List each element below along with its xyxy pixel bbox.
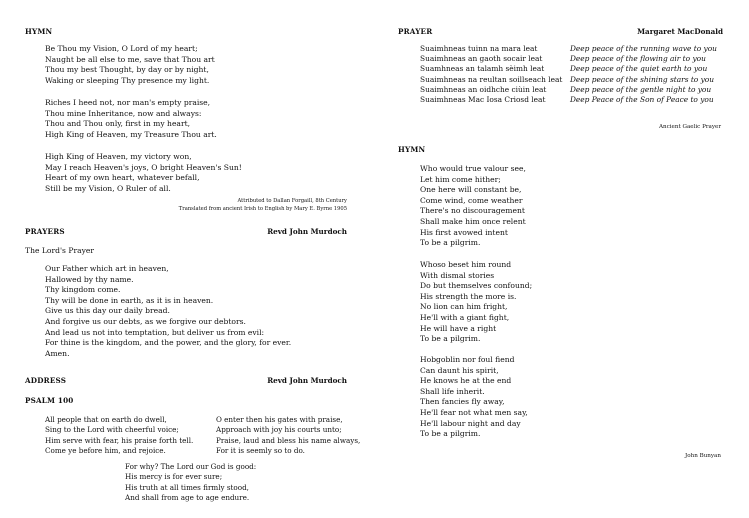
gaelic-line: Suaimhneas tuinn na mara leat [420, 44, 538, 53]
prayer-row [420, 85, 717, 95]
psalm-line: His truth at all times firmly stood, [125, 482, 249, 492]
hymn2-heading: HYMN [398, 145, 426, 154]
prayer-line: Our Father which art in heaven, [45, 264, 169, 273]
gaelic-line: Suaimhneas Mac Iosa Criosd leat [420, 95, 546, 105]
prayer-row [420, 54, 717, 64]
verse-line: Then fancies fly away, [420, 397, 505, 407]
psalm-line: His mercy is for ever sure; [125, 472, 223, 482]
psalm-line: Come ye before him, and rejoice. [45, 446, 166, 456]
prayer-row [420, 64, 717, 74]
psalm-line: For why? The Lord our God is good: [125, 462, 257, 471]
english-line: Deep peace of the shining stars to you [570, 74, 714, 84]
verse-line: One here will constant be, [420, 185, 522, 195]
verse-line: Heart of my own heart, whatever befall, [45, 173, 200, 183]
prayer-row [420, 44, 717, 54]
prayer-heading: PRAYER [398, 27, 433, 36]
verse-line: He'll labour night and day [420, 418, 521, 428]
lords-prayer-text [45, 264, 291, 359]
hymn2-stanza-2 [420, 260, 532, 345]
prayer-row [420, 95, 717, 105]
prayers-heading: PRAYERS [25, 227, 65, 236]
english-line: Deep peace of the quiet earth to you [570, 64, 708, 74]
verse-line: Be Thou my Vision, O Lord of my heart; [45, 44, 198, 53]
psalm-line: Him serve with fear, his praise forth tell. [45, 435, 194, 445]
verse-line: May I reach Heaven's joys, O bright Heaven's Sun! [45, 162, 242, 172]
prayer-line: Amen. [45, 348, 70, 358]
verse-line: Do but themselves confound; [420, 281, 533, 291]
verse-line: Thou mine Inheritance, now and always: [45, 108, 202, 118]
verse-line: Let him come hither; [420, 174, 501, 184]
english-line: Deep peace of the running wave to you [570, 44, 717, 53]
verse-line: Thou and Thou only, first in my heart, [45, 119, 191, 129]
prayer-line: And lead us not into temptation, but deliver us from evil: [45, 327, 265, 337]
hymn1-heading: HYMN [25, 27, 53, 36]
psalm-line: Sing to the Lord with cheerful voice; [45, 425, 179, 435]
verse-line: Thou my best Thought, by day or by night, [45, 65, 209, 75]
hymn2-stanza-1 [420, 164, 526, 249]
verse-line: He'll with a giant fight, [420, 312, 510, 322]
english-line: Deep peace of the gentle night to you [570, 84, 712, 94]
psalm-heading: PSALM 100 [25, 396, 74, 405]
verse-line: Whoso beset him round [420, 260, 512, 269]
psalm-line: And shall from age to age endure. [125, 493, 250, 503]
verse-line: He will have a right [420, 323, 497, 333]
verse-line: He knows he at the end [420, 376, 512, 386]
prayer-line: And forgive us our debts, as we forgive our debtors. [45, 316, 246, 326]
verse-line: High King of Heaven, my Treasure Thou art. [45, 129, 217, 139]
prayer-line: Give us this day our daily bread. [45, 306, 170, 316]
verse-line: There's no discouragement [420, 206, 525, 216]
prayer-author: Margaret MacDonald [637, 27, 723, 36]
prayer-line: For thine is the kingdom, and the power, and the glory, for ever. [45, 338, 292, 348]
verse-line: Hobgoblin nor foul fiend [420, 355, 515, 364]
verse-line: To be a pilgrim. [420, 238, 481, 248]
hymn1-attribution [179, 197, 347, 213]
prayer-line: Thy kingdom come. [45, 285, 121, 295]
hymn2-attribution: John Bunyan [684, 453, 721, 459]
psalm-line: Approach with joy his courts unto; [216, 425, 342, 435]
gaelic-line: Suaimhneas an gaoth socair leat [420, 54, 543, 64]
verse-line: Still be my Vision, O Ruler of all. [45, 183, 171, 193]
address-heading: ADDRESS [25, 376, 67, 385]
verse-line: Shall life inherit. [420, 386, 485, 396]
attribution-line: Attributed to Dallan Forgaill, 8th Century [237, 198, 347, 204]
verse-line: His first avowed intent [420, 227, 508, 237]
psalm-line: O enter then his gates with praise, [216, 415, 343, 424]
hymn1-stanza-2 [45, 98, 217, 140]
hymn2-stanza-3 [420, 355, 528, 440]
psalm-verse-1 [45, 415, 193, 457]
prayer-line: Thy will be done in earth, as it is in heaven. [45, 295, 214, 305]
prayers-speaker: Revd John Murdoch [267, 227, 347, 236]
prayer-row [420, 75, 717, 85]
verse-line: His strength the more is. [420, 291, 517, 301]
psalm-verse-3 [125, 462, 256, 504]
lords-prayer-subheading: The Lord's Prayer [25, 246, 95, 255]
psalm-line: For it is seemly so to do. [216, 446, 305, 456]
verse-line: Naught be all else to me, save that Thou art [45, 54, 215, 64]
verse-line: No lion can him fright, [420, 302, 508, 312]
prayer-line: Hallowed by thy name. [45, 274, 134, 284]
psalm-verse-2 [216, 415, 360, 457]
psalm-line: All people that on earth do dwell, [45, 415, 167, 424]
attribution-line: Translated from ancient Irish to English by Mary E. Byrne 1905 [178, 206, 347, 212]
gaelic-line: Suaimhneas na reultan soillseach leat [420, 74, 563, 84]
verse-line: Come wind, come weather [420, 195, 523, 205]
verse-line: Who would true valour see, [420, 164, 526, 173]
verse-line: Shall make him once relent [420, 216, 526, 226]
hymn1-stanza-1 [45, 44, 215, 86]
verse-line: He'll fear not what men say, [420, 407, 528, 417]
gaelic-prayer-table [420, 44, 717, 105]
gaelic-line: Suamhneas an talamh sèimh leat [420, 64, 545, 74]
prayer-attribution: Ancient Gaelic Prayer [658, 124, 721, 130]
verse-line: With dismal stories [420, 270, 495, 280]
psalm-line: Praise, laud and bless his name always, [216, 435, 361, 445]
verse-line: To be a pilgrim. [420, 429, 481, 439]
verse-line: Can daunt his spirit, [420, 365, 499, 375]
gaelic-line: Suaimhneas an oidhche ciùin leat [420, 84, 547, 94]
english-line: Deep Peace of the Son of Peace to you [570, 95, 714, 105]
verse-line: Riches I heed not, nor man's empty praise, [45, 98, 211, 107]
hymn1-stanza-3 [45, 152, 242, 194]
verse-line: To be a pilgrim. [420, 334, 481, 344]
english-line: Deep peace of the flowing air to you [570, 54, 706, 64]
address-speaker: Revd John Murdoch [267, 376, 347, 385]
verse-line: Waking or sleeping Thy presence my light. [45, 75, 210, 85]
verse-line: High King of Heaven, my victory won, [45, 152, 192, 161]
